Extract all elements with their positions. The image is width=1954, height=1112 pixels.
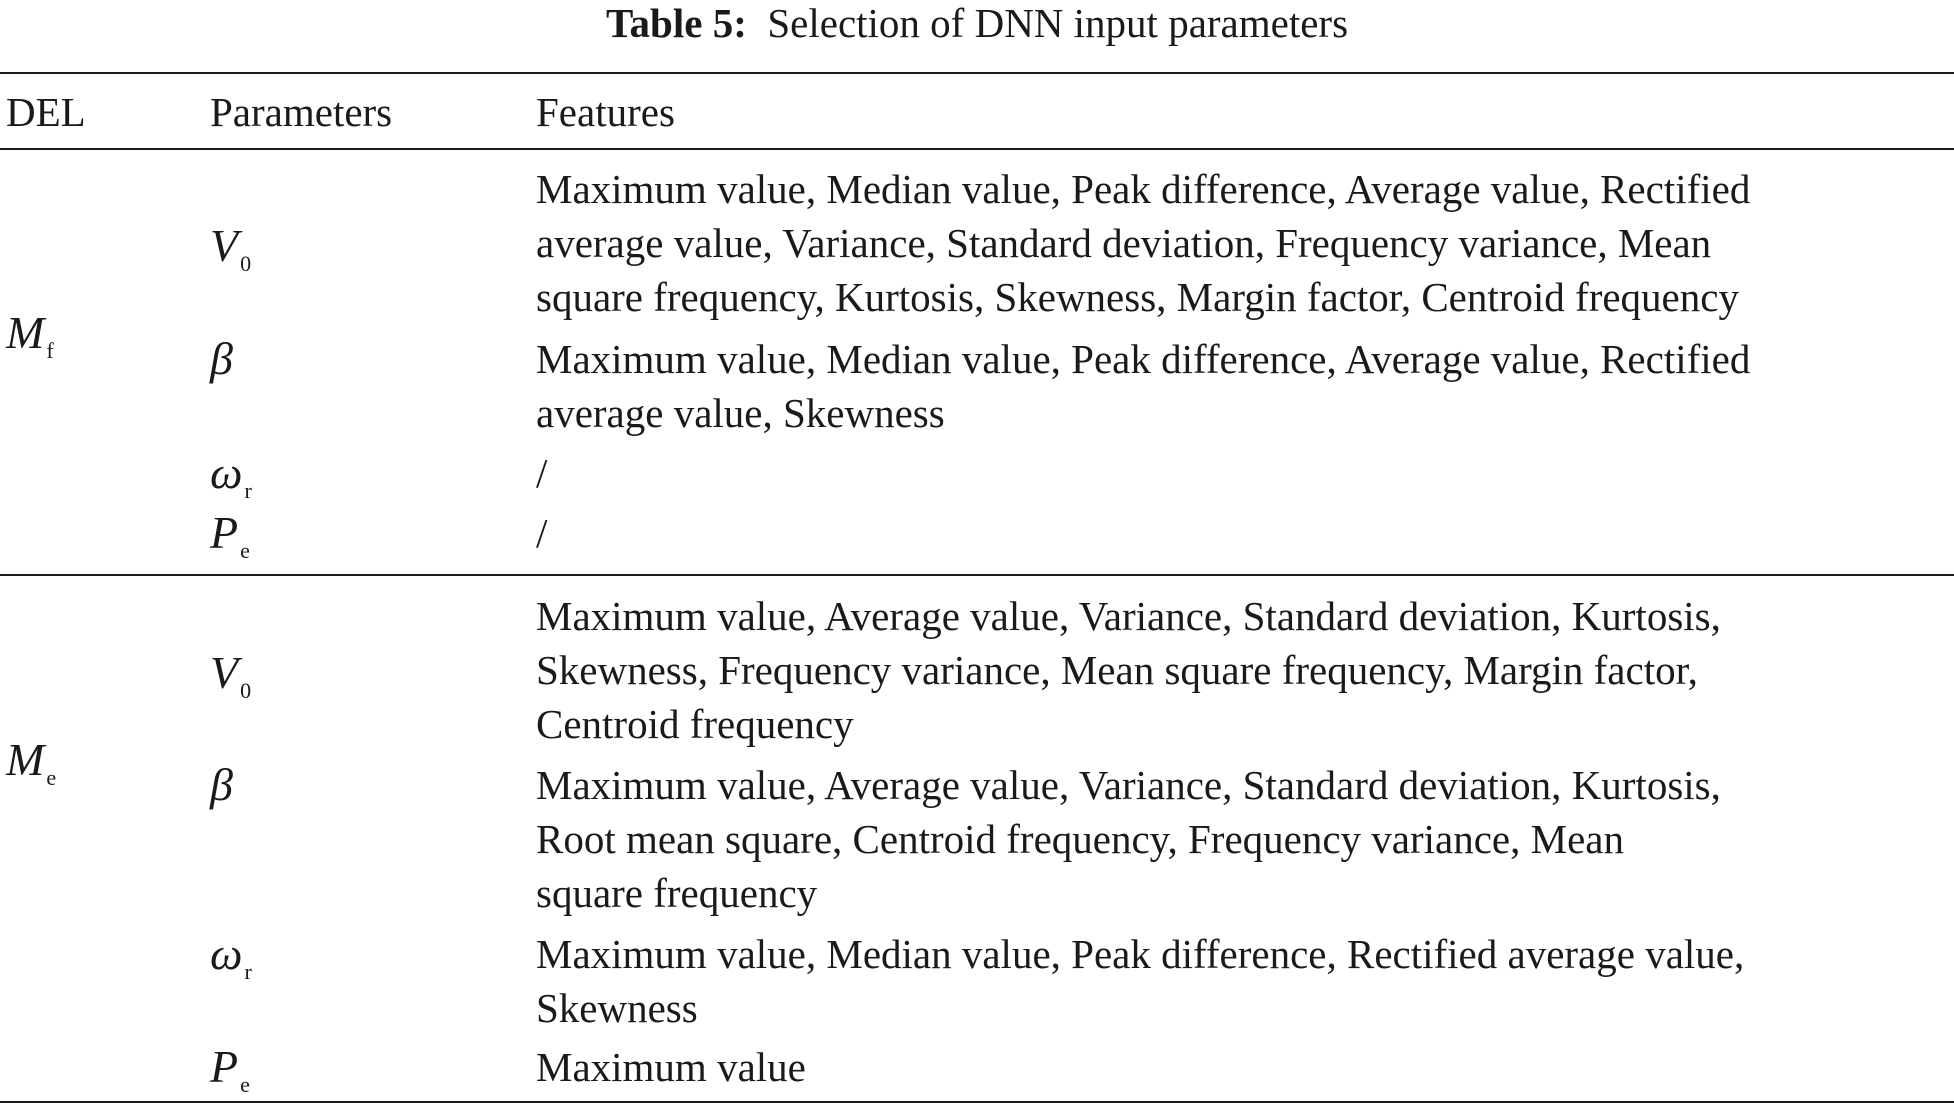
param-cell: [210, 219, 251, 291]
param-cell: [210, 506, 250, 578]
features-line: Skewness, Frequency variance, Mean square frequency, Margin factor,: [536, 647, 1698, 693]
param-subscript: r: [244, 959, 252, 984]
param-subscript: 0: [240, 251, 252, 276]
header-rule: [0, 148, 1954, 150]
header-parameters: Parameters: [210, 89, 393, 135]
param-cell: [210, 332, 235, 404]
param-symbol: ω: [210, 928, 243, 979]
param-cell: [210, 927, 252, 999]
del-subscript: e: [46, 765, 57, 790]
caption-label: Table 5:: [605, 0, 747, 46]
param-subscript: 0: [240, 678, 252, 703]
features-line: average value, Variance, Standard deviation, Frequency variance, Mean: [536, 220, 1712, 266]
param-symbol: V: [210, 220, 239, 271]
del-subscript: f: [46, 338, 54, 363]
param-cell: [210, 758, 235, 830]
del-cell-mf: [6, 306, 54, 378]
features-line: Root mean square, Centroid frequency, Frequency variance, Mean: [536, 816, 1624, 862]
features-line: average value, Skewness: [536, 390, 945, 436]
param-subscript: r: [244, 478, 252, 503]
features-line: Centroid frequency: [536, 701, 854, 747]
features-line: Maximum value, Average value, Variance, Standard deviation, Kurtosis,: [536, 593, 1721, 639]
features-line: Maximum value: [536, 1044, 806, 1090]
features-line: Maximum value, Average value, Variance, Standard deviation, Kurtosis,: [536, 762, 1721, 808]
param-symbol: ω: [210, 447, 243, 498]
features-line: /: [536, 450, 548, 496]
features-cell: [536, 1040, 1951, 1094]
param-symbol: β: [210, 333, 233, 384]
del-cell-me: [6, 733, 56, 805]
header-del: DEL: [6, 89, 86, 135]
features-line: Maximum value, Median value, Peak difference, Average value, Rectified: [536, 166, 1751, 212]
bottom-rule: [0, 1101, 1954, 1103]
header-features: Features: [536, 89, 675, 135]
features-cell: [536, 589, 1951, 751]
top-rule: [0, 72, 1954, 74]
features-cell: [536, 162, 1951, 324]
features-cell: [536, 506, 1951, 560]
param-symbol: V: [210, 647, 239, 698]
param-symbol: P: [210, 507, 239, 558]
features-cell: [536, 927, 1951, 1035]
table-caption: [0, 0, 1954, 56]
param-cell: [210, 646, 251, 718]
param-subscript: e: [240, 1072, 250, 1097]
param-symbol: P: [210, 1041, 239, 1092]
features-cell: [536, 332, 1951, 440]
del-symbol: M: [6, 734, 45, 785]
features-cell: [536, 758, 1951, 920]
features-line: square frequency: [536, 870, 818, 916]
features-line: Skewness: [536, 985, 698, 1031]
del-symbol: M: [6, 307, 45, 358]
group-separator-rule: [0, 574, 1954, 576]
param-symbol: β: [210, 759, 233, 810]
caption-text: Selection of DNN input parameters: [767, 0, 1349, 46]
features-line: square frequency, Kurtosis, Skewness, Margin factor, Centroid frequency: [536, 274, 1739, 320]
features-cell: [536, 446, 1951, 500]
features-line: Maximum value, Median value, Peak difference, Average value, Rectified: [536, 336, 1751, 382]
features-line: Maximum value, Median value, Peak difference, Rectified average value,: [536, 931, 1745, 977]
features-line: /: [536, 510, 548, 556]
param-subscript: e: [240, 538, 250, 563]
